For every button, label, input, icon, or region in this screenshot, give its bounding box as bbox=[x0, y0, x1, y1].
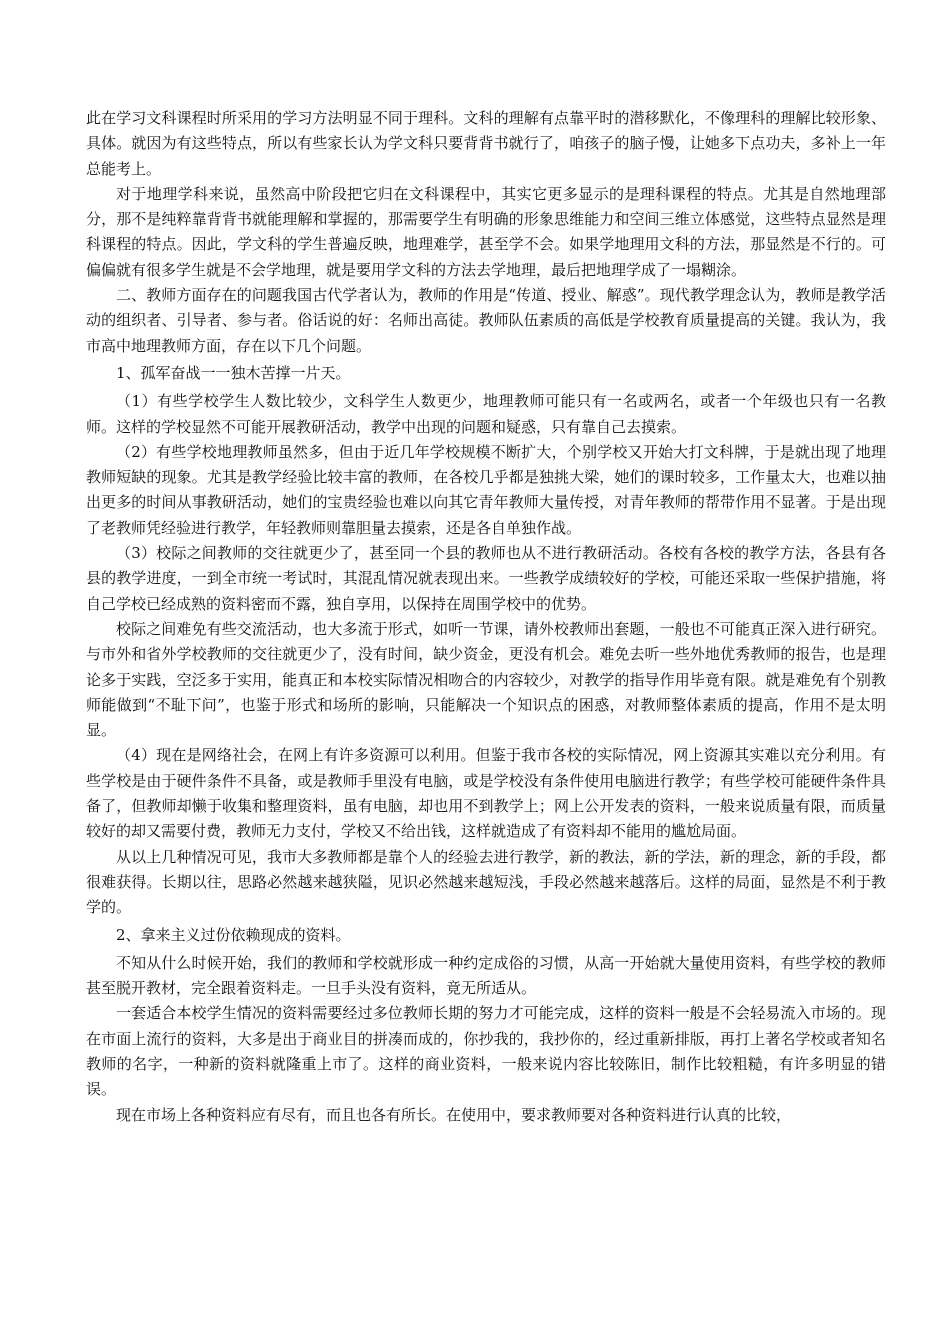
body-paragraph: 从以上几种情况可见，我市大多教师都是靠个人的经验去进行教学，新的教法，新的学法，新的理念，新的手段，都很难获得。长期以往，思路必然越来越狭隘，见识必然越来越短浅，手段必然越来越落后。这样的局面，显然是不利于教学的。 bbox=[86, 847, 886, 917]
body-paragraph: 对于地理学科来说，虽然高中阶段把它归在文科课程中，其实它更多显示的是理科课程的特点。尤其是自然地理部分，那不是纯粹靠背背书就能理解和掌握的，那需要学生有明确的形象思维能力和空间三维立体感觉，这些特点显然是理科课程的特点。因此，学文科的学生普遍反映，地理难学，甚至学不会。如果学地理用文科的方法，那显然是不行的。可偏偏就有很多学生就是不会学地理，就是要用学文科的方法去学地理，最后把地理学成了一塌糊涂。 bbox=[86, 184, 886, 279]
section-heading: 1、孤军奋战一一独木苦撑一片天。 bbox=[116, 363, 351, 382]
body-paragraph: （4）现在是网络社会，在网上有许多资源可以利用。但鉴于我市各校的实际情况，网上资源其实难以充分利用。有些学校是由于硬件条件不具备，或是教师手里没有电脑，或是学校没有条件使用电脑进行教学；有些学校可能硬件条件具备了，但教师却懒于收集和整理资料，虽有电脑，却也用不到教学上；网上公开发表的资料，一般来说质量有限，而质量较好的却又需要付费，教师无力支付，学校又不给出钱，这样就造成了有资料却不能用的尴尬局面。 bbox=[86, 746, 886, 841]
body-paragraph: 此在学习文科课程时所采用的学习方法明显不同于理科。文科的理解有点靠平时的潜移默化，不像理科的理解比较形象、具体。就因为有这些特点，所以有些家长认为学文科只要背背书就行了，咱孩子的脑子慢，让她多下点功夫，多补上一年总能考上。 bbox=[86, 109, 886, 178]
body-paragraph: （1）有些学校学生人数比较少，文科学生人数更少，地理教师可能只有一名或两名，或者一个年级也只有一名教师。这样的学校显然不可能开展教研活动，教学中出现的问题和疑惑，只有靠自己去摸索。 bbox=[86, 392, 886, 436]
body-paragraph: 不知从什么时候开始，我们的教师和学校就形成一种约定成俗的习惯，从高一开始就大量使用资料，有些学校的教师甚至脱开教材，完全跟着资料走。一旦手头没有资料，竟无所适从。 bbox=[86, 953, 886, 998]
section-heading: 2、拿来主义过份依赖现成的资料。 bbox=[116, 925, 351, 944]
body-paragraph: 校际之间难免有些交流活动，也大多流于形式，如听一节课，请外校教师出套题，一般也不可能真正深入进行研究。与市外和省外学校教师的交往就更少了，没有时间，缺少资金，更没有机会。难免去听一些外地优秀教师的报告，也是理论多于实践，空泛多于实用，能真正和本校实际情况相吻合的内容较少，对教学的指导作用毕竟有限。就是难免有个别教师能做到“不耻下问”，也鉴于形式和场所的影响，只能解决一个知识点的困惑，对教师整体素质的提高，作用不是太明显。 bbox=[86, 619, 886, 740]
document-page bbox=[86, 106, 886, 1128]
body-paragraph: （3）校际之间教师的交往就更少了，甚至同一个县的教师也从不进行教研活动。各校有各校的教学方法，各县有各县的教学进度，一到全市统一考试时，其混乱情况就表现出来。一些教学成绩较好的学校，可能还采取一些保护措施，将自己学校已经成熟的资料密而不露，独自享用，以保持在周围学校中的优势。 bbox=[86, 544, 886, 613]
body-paragraph: 现在市场上各种资料应有尽有，而且也各有所长。在使用中，要求教师要对各种资料进行认真的比较， bbox=[116, 1105, 792, 1124]
body-paragraph: 二、教师方面存在的问题我国古代学者认为，教师的作用是“传道、授业、解惑”。现代教学理念认为，教师是教学活动的组织者、引导者、参与者。俗话说的好：名师出高徒。教师队伍素质的高低是学校教育质量提高的关键。我认为，我市高中地理教师方面，存在以下几个问题。 bbox=[86, 286, 886, 355]
body-paragraph: （2）有些学校地理教师虽然多，但由于近几年学校规模不断扩大，个别学校又开始大打文科牌，于是就出现了地理教师短缺的现象。尤其是教学经验比较丰富的教师，在各校几乎都是独挑大梁，她们的课时较多，工作量太大，也难以抽出更多的时间从事教研活动，她们的宝贵经验也难以向其它青年教师大量传授，对青年教师的帮带作用不显著。于是出现了老教师凭经验进行教学，年轻教师则靠胆量去摸索，还是各自单独作战。 bbox=[86, 442, 886, 537]
body-paragraph: 一套适合本校学生情况的资料需要经过多位教师长期的努力才可能完成，这样的资料一般是不会轻易流入市场的。现在市面上流行的资料，大多是出于商业目的拼凑而成的，你抄我的，我抄你的，经过重新排版，再打上著名学校或者知名教师的名字，一种新的资料就隆重上市了。这样的商业资料，一般来说内容比较陈旧，制作比较粗糙，有许多明显的错误。 bbox=[86, 1004, 886, 1099]
